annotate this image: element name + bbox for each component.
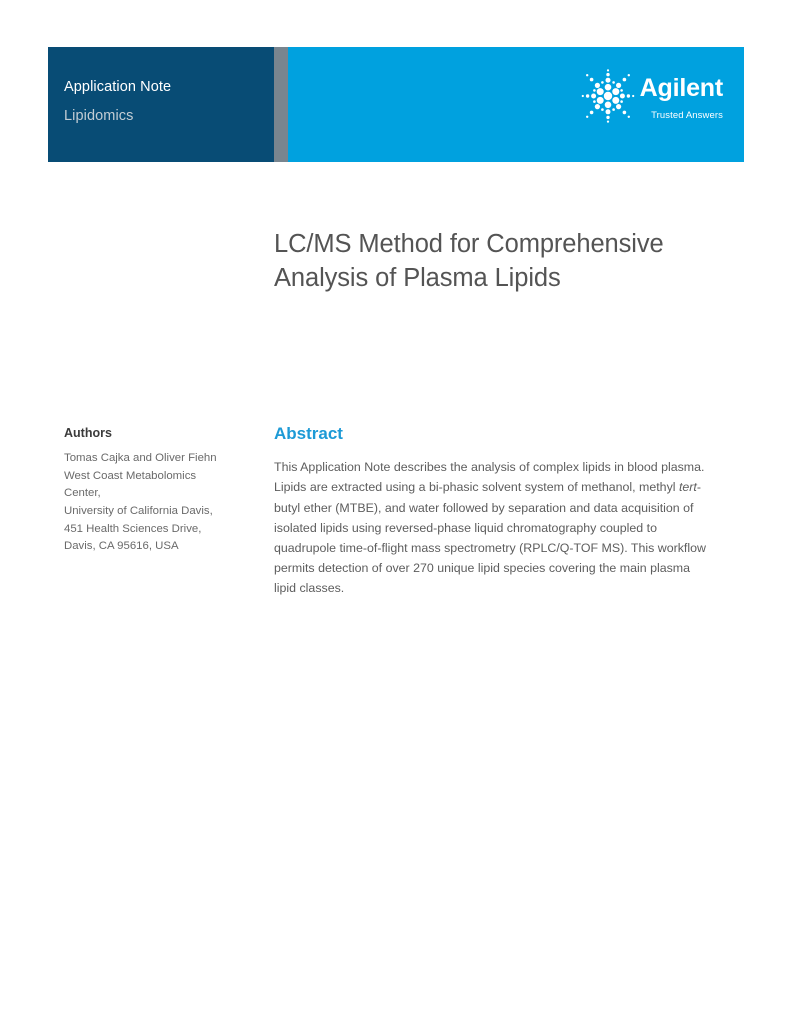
author-line: Davis, CA 95616, USA xyxy=(64,540,179,553)
author-line: 451 Health Sciences Drive, xyxy=(64,522,202,535)
page-title: LC/MS Method for Comprehensive Analysis of Plasma Lipids xyxy=(274,230,664,292)
header-cyan-panel xyxy=(288,47,744,162)
agilent-tagline: Trusted Answers xyxy=(651,110,723,121)
authors-section xyxy=(64,426,244,556)
agilent-logo-text xyxy=(640,66,723,121)
abstract-text-lead: This Application Note describes the analysis of complex lipids in blood plasma. Lipids are extracted using a bi-phasic solvent system of methanol, methyl xyxy=(274,460,705,495)
document-topic-label: Lipidomics xyxy=(64,108,134,124)
agilent-starburst-icon xyxy=(578,66,638,126)
abstract-text-tail: -butyl ether (MTBE), and water followed by separation and data acquisition of isolated lipids using reversed-phase liquid chromatography coupled to quadrupole time-of-flight mass spectrometry (RPLC/Q-TOF MS). This workflow permits detection of over 270 unique lipid species covering the main plasma lipid classes. xyxy=(274,480,706,595)
header-navy-panel xyxy=(48,47,274,162)
author-line: West Coast Metabolomics xyxy=(64,469,197,482)
document-type-label: Application Note xyxy=(64,79,172,95)
author-line: Center, xyxy=(64,487,101,500)
abstract-body xyxy=(274,457,714,598)
agilent-logo xyxy=(578,66,723,126)
author-line: University of California Davis, xyxy=(64,505,213,518)
abstract-heading: Abstract xyxy=(274,424,343,443)
abstract-section xyxy=(274,424,714,598)
author-line: Tomas Cajka and Oliver Fiehn xyxy=(64,452,217,464)
agilent-wordmark: Agilent xyxy=(639,74,723,102)
document-header-banner xyxy=(48,47,744,162)
abstract-italic-term: tert xyxy=(678,480,697,495)
header-gray-divider xyxy=(274,47,288,162)
authors-heading: Authors xyxy=(64,426,112,440)
authors-affiliation-list xyxy=(64,450,244,556)
